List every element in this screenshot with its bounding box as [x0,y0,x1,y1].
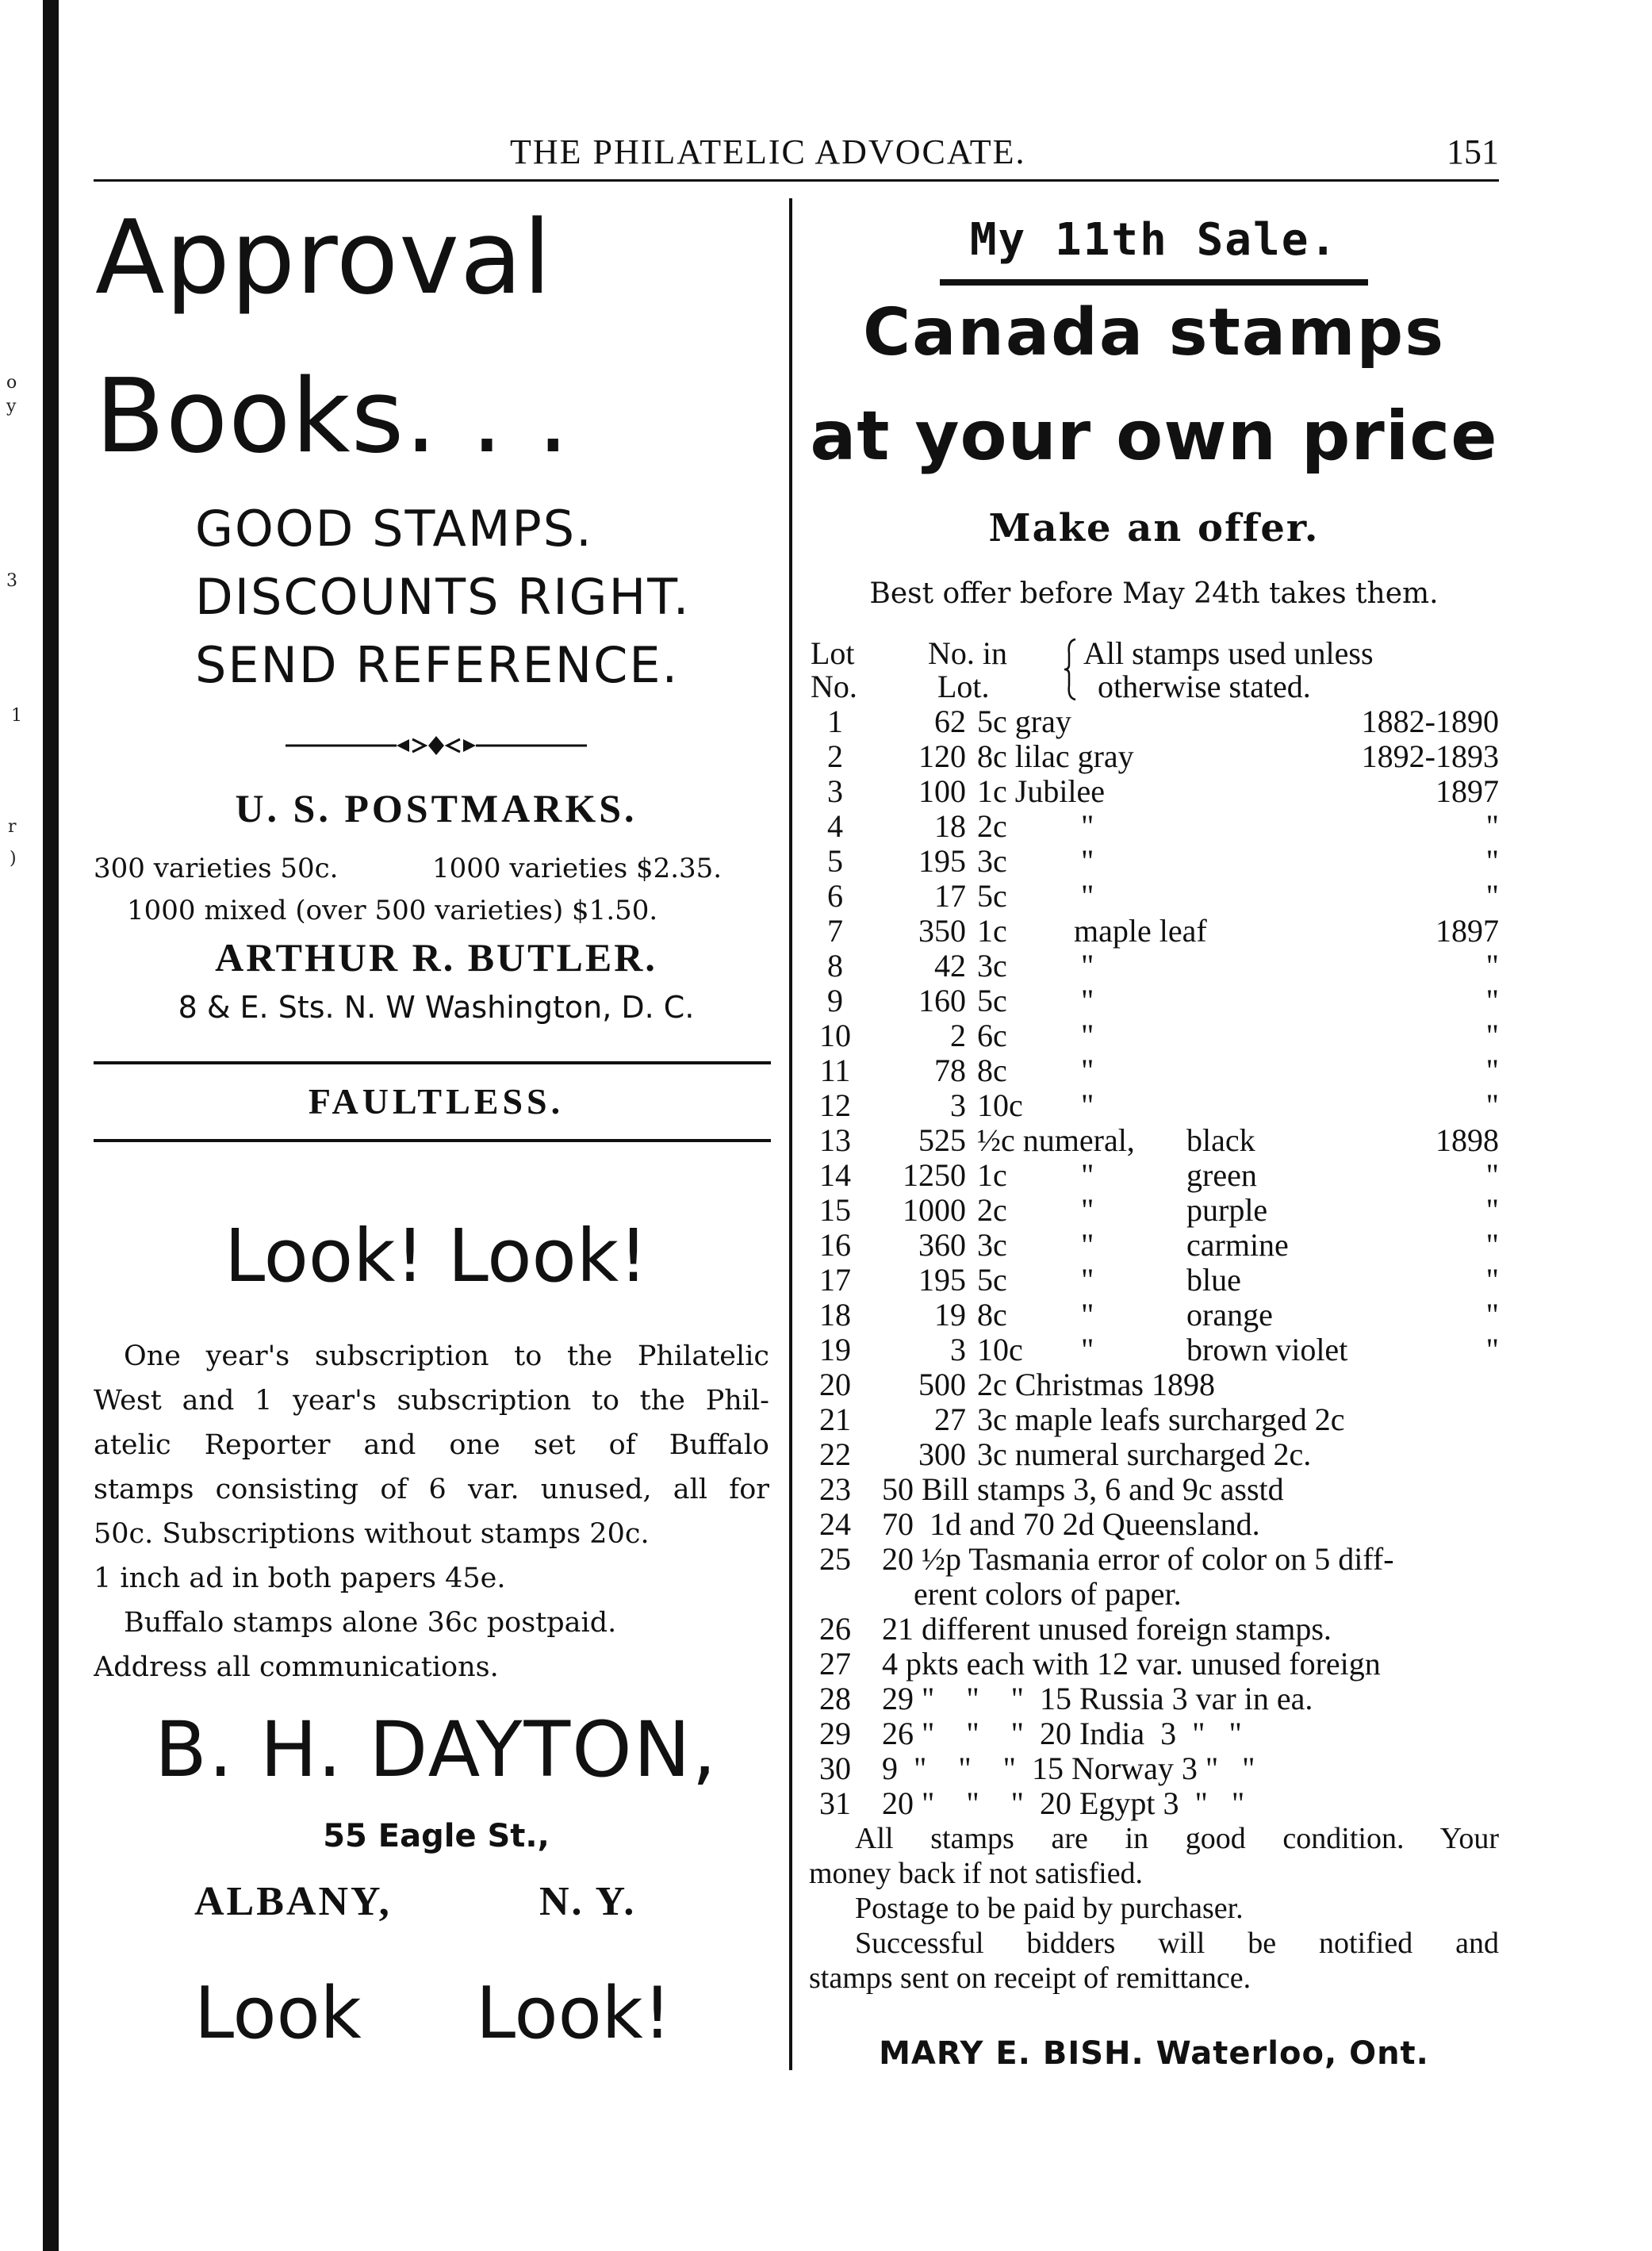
brace-icon [1063,638,1079,701]
lot-quantity: 195 [918,1262,966,1298]
lot-number: 9 [827,983,843,1018]
binding-edge [43,0,59,2251]
approval-title-line2: Books. . . [95,358,570,476]
lot-row [807,1786,1499,1821]
lot-number: 7 [827,913,843,949]
sale-notes [809,1821,1499,1996]
lot-color: blue [1186,1262,1241,1298]
lot-description: 9 " " " 15 Norway 3 " " [882,1751,1255,1786]
lot-number: 10 [819,1018,851,1053]
lot-year: " [1485,1087,1499,1123]
margin-mark: 1 [11,706,22,726]
lot-row [807,1298,1499,1333]
paragraph-line: atelic Reporter and one set of Buffalo [94,1429,769,1461]
lot-description: 20 ½p Tasmania error of color on 5 diff- [882,1541,1394,1577]
lot-year: 1882-1890 [1361,704,1499,739]
lot-quantity: 195 [918,843,966,879]
lot-number: 24 [819,1506,851,1542]
lot-number: 27 [819,1646,851,1682]
lot-row [807,1333,1499,1367]
lot-number: 8 [827,948,843,984]
lot-row [807,1542,1499,1577]
postmarks-heading: U. S. POSTMARKS. [235,786,638,830]
sale-heading-rule [940,279,1368,286]
lot-description: 5c gray [977,704,1071,739]
footer-look-exclaim: Look! [476,1972,672,2055]
approval-line-1: GOOD STAMPS. [195,500,593,558]
lot-ditto: " [1081,808,1094,844]
lot-number: 19 [819,1332,851,1367]
lot-quantity: 27 [934,1402,966,1437]
lot-ditto: " [1081,1018,1094,1053]
lot-table-header [807,635,1499,706]
lot-row [807,844,1499,879]
lot-number: 15 [819,1192,851,1228]
lot-description: 6c [977,1018,1007,1053]
postmarks-price-mixed: 1000 mixed (over 500 varieties) $1.50. [127,895,658,926]
lot-description: 3c [977,1227,1007,1263]
lot-number: 4 [827,808,843,844]
sale-deadline: Best offer before May 24th takes them. [869,577,1439,610]
lot-year: " [1485,1262,1499,1298]
column-divider [789,198,792,2070]
journal-title: THE PHILATELIC ADVOCATE. [510,132,1026,171]
lot-number: 26 [819,1611,851,1647]
lot-number: 21 [819,1402,851,1437]
lot-description: 10c [977,1332,1023,1367]
lot-number: 16 [819,1227,851,1263]
paragraph-line: 50c. Subscriptions without stamps 20c. [94,1518,650,1550]
lot-number: 18 [819,1297,851,1333]
lot-description: 3c numeral surcharged 2c. [977,1436,1312,1472]
lot-table [807,704,1499,1474]
advertiser-butler: ARTHUR R. BUTLER. [215,935,657,980]
margin-mark: y [6,397,17,416]
lot-ditto: " [1081,1053,1094,1088]
page-header [94,132,1499,176]
lot-color: orange [1186,1297,1273,1333]
lot-year: 1897 [1435,773,1499,809]
lot-description: 21 different unused foreign stamps. [882,1611,1332,1647]
ornament-divider [286,730,587,761]
lot-number: 17 [819,1262,851,1298]
lot-row [807,949,1499,984]
lot-quantity: 120 [918,738,966,774]
lot-color: carmine [1186,1227,1289,1263]
lot-number: 13 [819,1122,851,1158]
look-look-heading: Look! Look! [224,1214,648,1298]
lot-color: black [1186,1122,1255,1158]
lot-row [807,879,1499,914]
lot-quantity: 19 [934,1297,966,1333]
lot-description: 4 pkts each with 12 var. unused foreign [882,1646,1381,1682]
sale-title-line2: at your own price [810,397,1498,476]
lot-quantity: 100 [918,773,966,809]
header-no-in-lot: Lot. [937,669,990,704]
sale-subtitle: Make an offer. [988,506,1320,550]
lot-year: " [1485,948,1499,984]
lot-quantity: 1250 [903,1157,966,1193]
lot-year: " [1485,1018,1499,1053]
paragraph-line: One year's subscription to the Philatelic [124,1340,769,1372]
lot-row [807,1193,1499,1228]
approval-title-line1: Approval [95,199,552,317]
lot-year: " [1485,843,1499,879]
lot-number: 28 [819,1681,851,1716]
lot-quantity: 17 [934,878,966,914]
lot-number: 20 [819,1367,851,1402]
lot-quantity: 62 [934,704,966,739]
lot-quantity: 160 [918,983,966,1018]
lot-ditto: " [1081,878,1094,914]
lot-number: 29 [819,1716,851,1751]
lot-number: 3 [827,773,843,809]
lot-ditto: " [1081,1297,1094,1333]
lot-number: 6 [827,878,843,914]
lot-description: 5c [977,878,1007,914]
lot-description: 3c maple leafs surcharged 2c [977,1402,1345,1437]
subscription-paragraph [94,1334,769,1689]
lot-row [807,984,1499,1018]
lot-row [807,1647,1499,1682]
lot-number: 30 [819,1751,851,1786]
margin-mark: r [8,817,17,837]
lot-description: 8c [977,1053,1007,1088]
lot-description: 29 " " " 15 Russia 3 var in ea. [882,1681,1313,1716]
lot-description: erent colors of paper. [914,1576,1182,1612]
lot-number: 31 [819,1785,851,1821]
paragraph-line: Address all communications. [94,1651,499,1683]
dayton-city: ALBANY, [194,1879,392,1924]
lot-year: " [1485,1332,1499,1367]
lot-description: 20 " " " 20 Egypt 3 " " [882,1785,1245,1821]
lot-color: purple [1186,1192,1268,1228]
lot-description: 1c Jubilee [977,773,1106,809]
lot-description: 70 1d and 70 2d Queensland. [882,1506,1260,1542]
dayton-state: N. Y. [539,1879,637,1924]
page-number: 151 [1447,132,1499,171]
lot-description: 8c lilac gray [977,738,1134,774]
lot-description: 50 Bill stamps 3, 6 and 9c asstd [882,1471,1284,1507]
paragraph-line: stamps consisting of 6 var. unused, all for [94,1474,769,1505]
lot-quantity: 350 [918,913,966,949]
lot-quantity: 2 [950,1018,966,1053]
faultless-heading: FAULTLESS. [308,1081,565,1122]
lot-ditto: " [1081,1087,1094,1123]
lot-ditto: " [1081,1192,1094,1228]
lot-year: " [1485,1192,1499,1228]
lot-row [807,704,1499,739]
lot-year: 1898 [1435,1122,1499,1158]
lot-row [807,774,1499,809]
postmarks-price-300: 300 varieties 50c. [94,853,339,884]
lot-row [807,1577,1499,1612]
lot-year: " [1485,1053,1499,1088]
lot-ditto: " [1081,1157,1094,1193]
paragraph-line: 1 inch ad in both papers 45e. [94,1563,506,1594]
lot-row [807,1053,1499,1088]
lot-quantity: 18 [934,808,966,844]
lot-description: 26 " " " 20 India 3 " " [882,1716,1242,1751]
lot-row [807,1437,1499,1472]
lot-number: 22 [819,1436,851,1472]
header-note-1: All stamps used unless [1083,635,1374,671]
dayton-street: 55 Eagle St., [323,1818,550,1854]
lot-year: " [1485,808,1499,844]
lot-quantity: 525 [918,1122,966,1158]
lot-number: 14 [819,1157,851,1193]
lot-color: brown violet [1186,1332,1348,1367]
lot-year: 1892-1893 [1361,738,1499,774]
margin-mark: ) [10,849,17,869]
lot-number: 23 [819,1471,851,1507]
header-lot: Lot [811,635,855,671]
section-rule [94,1061,771,1064]
lot-description: 5c [977,1262,1007,1298]
butler-address: 8 & E. Sts. N. W Washington, D. C. [178,990,695,1025]
advertiser-dayton: B. H. DAYTON, [154,1705,719,1794]
lot-number: 1 [827,704,843,739]
header-rule [94,179,1499,182]
lot-row [807,1612,1499,1647]
lot-year: " [1485,1157,1499,1193]
sale-title-line1: Canada stamps [862,295,1446,370]
lot-row [807,1751,1499,1786]
note-line: stamps sent on receipt of remittance. [809,1961,1251,1995]
lot-ditto: " [1081,983,1094,1018]
lot-description: 1c [977,913,1007,949]
lot-row [807,1716,1499,1751]
margin-mark: o [6,373,17,393]
header-no-in: No. in [928,635,1007,671]
header-note-2: otherwise stated. [1098,669,1311,704]
lot-row [807,1123,1499,1158]
lot-row [807,1367,1499,1402]
margin-mark: 3 [6,571,17,591]
lot-ditto: " [1081,843,1094,879]
lot-row [807,739,1499,774]
lot-year: " [1485,1227,1499,1263]
lot-number: 25 [819,1541,851,1577]
lot-year: " [1485,878,1499,914]
lot-description: 5c [977,983,1007,1018]
lot-row [807,1088,1499,1123]
paragraph-line: West and 1 year's subscription to the Phil- [94,1385,769,1417]
lot-quantity: 300 [918,1436,966,1472]
lot-number: 2 [827,738,843,774]
lot-number: 11 [819,1053,851,1088]
header-lot-no: No. [811,669,857,704]
lot-quantity: 500 [918,1367,966,1402]
lot-description: 2c [977,1192,1007,1228]
note-line: Successful bidders will be notified and [855,1927,1499,1960]
postmarks-price-1000: 1000 varieties $2.35. [432,853,723,884]
lot-row [807,1682,1499,1716]
lot-description: 3c [977,948,1007,984]
lot-year: " [1485,983,1499,1018]
section-rule [94,1139,771,1142]
note-line: money back if not satisfied. [809,1857,1144,1890]
lot-quantity: 360 [918,1227,966,1263]
lot-row [807,1158,1499,1193]
lot-color: green [1186,1157,1257,1193]
lot-table-assorted [807,1472,1499,1821]
lot-quantity: 3 [950,1087,966,1123]
approval-line-2: DISCOUNTS RIGHT. [195,568,691,626]
lot-ditto: " [1081,1332,1094,1367]
lot-quantity: 78 [934,1053,966,1088]
lot-description: 2c Christmas 1898 [977,1367,1215,1402]
note-line: All stamps are in good condition. Your [855,1822,1499,1855]
lot-row [807,809,1499,844]
lot-number: 12 [819,1087,851,1123]
lot-year: " [1485,1297,1499,1333]
lot-description: ½c numeral, [977,1122,1135,1158]
note-line: Postage to be paid by purchaser. [855,1892,1244,1925]
lot-quantity: 42 [934,948,966,984]
lot-ditto: " [1081,1262,1094,1298]
lot-quantity: 3 [950,1332,966,1367]
lot-description: 2c [977,808,1007,844]
lot-ditto: " [1081,1227,1094,1263]
lot-ditto: " [1081,948,1094,984]
approval-line-3: SEND REFERENCE. [195,636,680,694]
lot-description: 3c [977,843,1007,879]
lot-row [807,1263,1499,1298]
sale-heading: My 11th Sale. [969,214,1339,266]
advertiser-bish: MARY E. BISH. Waterloo, Ont. [879,2035,1429,2072]
lot-ditto: maple leaf [1074,913,1207,949]
lot-description: 8c [977,1297,1007,1333]
lot-year: 1897 [1435,913,1499,949]
lot-quantity: 1000 [903,1192,966,1228]
lot-row [807,914,1499,949]
paragraph-line: Buffalo stamps alone 36c postpaid. [124,1607,617,1639]
lot-row [807,1402,1499,1437]
lot-row [807,1472,1499,1507]
lot-row [807,1018,1499,1053]
lot-description: 10c [977,1087,1023,1123]
lot-description: 1c [977,1157,1007,1193]
lot-number: 5 [827,843,843,879]
lot-row [807,1228,1499,1263]
footer-look: Look [194,1972,362,2055]
lot-row [807,1507,1499,1542]
